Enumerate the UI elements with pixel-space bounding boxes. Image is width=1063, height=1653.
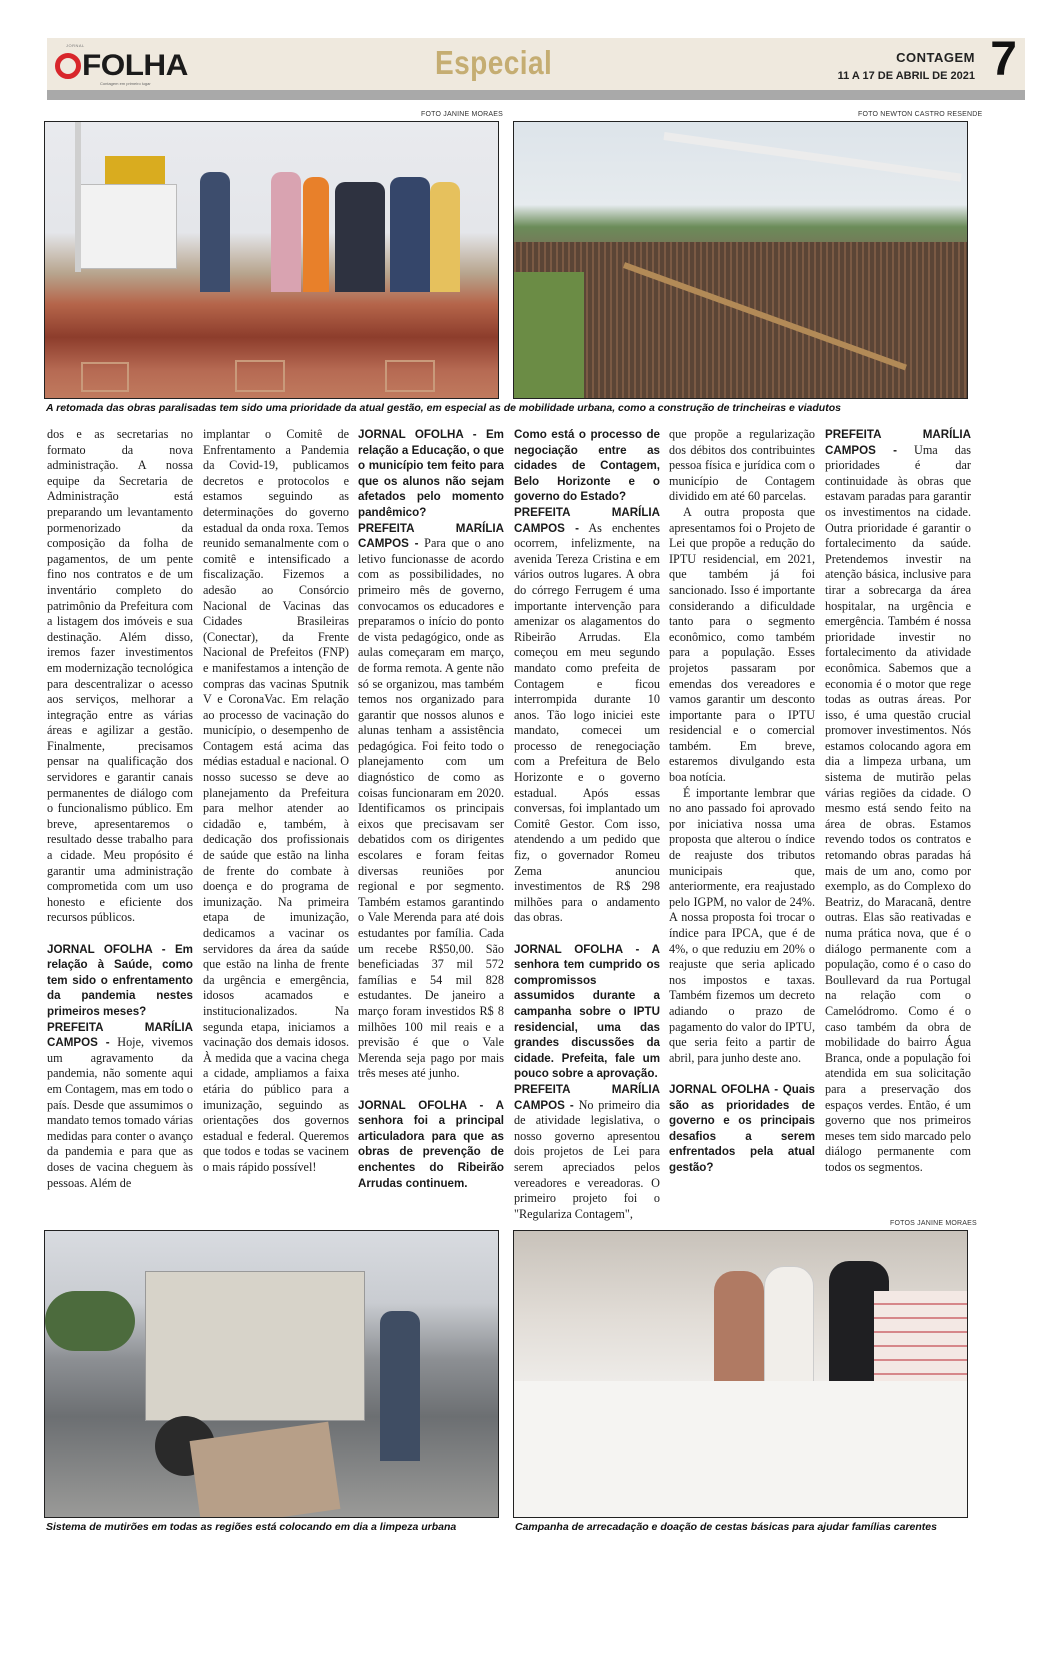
dump-truck-shape bbox=[145, 1271, 365, 1421]
photo-credit-bottom: FOTOS JANINE MORAES bbox=[890, 1220, 977, 1227]
photo-credit-top-right: FOTO NEWTON CASTRO RESENDE bbox=[858, 111, 983, 118]
interview-answer bbox=[514, 505, 660, 926]
vegetation-shape bbox=[514, 272, 584, 399]
article-column-2 bbox=[203, 427, 349, 1176]
interview-answer bbox=[514, 1082, 660, 1222]
page-number: 7 bbox=[990, 33, 1017, 86]
photo-caption-bottom-right: Campanha de arrecadação e doação de cestas básicas para ajudar famílias carentes bbox=[515, 1521, 937, 1533]
paragraph: dos e as secretarias no formato da nova administração. A nossa equipe da Secretaria de Administração está preparando um levantamento pormenorizado da composição da folha de pagamentos, de um pente fino nos contratos e de um inventário completo do patrimônio da Prefeitura com a listagem dos imóveis e sua destinação. Além disso, iremos fazer investimentos em modernização tecnológica para descentralizar o acesso aos serviços, melhorar a integração entre as várias áreas e agilizar a gestão. Finalmente, precisamos pensar na qualificação dos servidores e garantir canais permanentes de diálogo com o funcionalismo público. Em breve, apresentaremos o resultado desse trabalho para a cidade. Meu propósito é garantir uma administração comprometida com um uso honesto e eficiente dos recursos públicos. bbox=[47, 427, 193, 925]
interview-answer bbox=[358, 521, 504, 1082]
rebar-cage-shape bbox=[81, 362, 129, 392]
logo-wordmark: FOLHA bbox=[82, 49, 188, 82]
article-column-6 bbox=[825, 427, 971, 1176]
interview-answer bbox=[47, 1020, 193, 1192]
truck-shape bbox=[77, 184, 177, 269]
interview-question: JORNAL OFOLHA - Em relação a Educação, o que o município tem feito para que os alunos não sejam afetados pelo momento pandêmico? bbox=[358, 428, 504, 519]
interview-question: JORNAL OFOLHA - A senhora foi a principal articuladora para que as obras de prevenção de enchentes do Ribeirão Arrudas continuem. bbox=[358, 1098, 504, 1190]
answer-speaker: PREFEITA MARÍLIA CAMPOS - bbox=[825, 428, 971, 457]
interview-answer bbox=[825, 427, 971, 1176]
crane-shape bbox=[105, 156, 165, 184]
person-shape bbox=[390, 177, 430, 292]
section-title: Especial bbox=[435, 44, 553, 81]
interview-question: JORNAL OFOLHA - A senhora tem cumprido os compromissos assumidos durante a campanha sobre o IPTU residencial, uma das grandes discussões da cidade. Prefeita, fale um pouco sobre a aprovação. bbox=[514, 942, 660, 1081]
answer-text: Uma das prioridades é dar continuidade às obras que estavam paradas para garantir os investimentos na cidade. Outra prioridade é garantir o fortalecimento da saúde. Pretendemos investir na atenção básica, inclusive para tirar a sobrecarga da área hospitalar, na urgência e emergência. Também é nossa prioridade investir no fortalecimento da atividade econômica. Sabemos que a economia é o motor que rege todas as outras áreas. Por isso, é uma questão crucial promover investimentos. Nós estamos colocando agora em dia a limpeza urbana, um sistema de mutirão pelas várias regiões da cidade. O mesmo está sendo feito na área de obras. Estamos revendo todos os contratos e retomando obras paradas há mais de um ano, como por exemplo, as do Complexo do Beatriz, do Maracanã, dentre outras. Elas são reativadas e numa prática nova, que é o diálogo permanente com a população, como é o caso do Boullevard da rua Portugal na relação com o Camelódromo. Como é o caso também da obra de mobilidade do bairro Água Branca, onde a população foi atendida em sua solicitação para a preservação dos espaços verdes. Então, é um governo que nos primeiros meses tem sido marcado pelo diálogo permanente com todos os segmentos. bbox=[825, 442, 971, 1174]
answer-text: Hoje, vivemos um agravamento da pandemia, não somente aqui em Contagem, mas em todo o país. Desde que assumimos o mandato temos tomado várias medidas para conter o avanço da pandemia e para que as doses de vacina cheguem às pessoas. Além de bbox=[47, 1035, 194, 1190]
person-shape bbox=[335, 182, 385, 292]
answer-speaker: PREFEITA MARÍLIA CAMPOS - bbox=[358, 521, 504, 551]
newspaper-logo bbox=[52, 43, 192, 87]
edition-date: 11 A 17 DE ABRIL DE 2021 bbox=[837, 70, 975, 82]
concrete-pump-boom-shape bbox=[663, 132, 961, 182]
answer-speaker: PREFEITA MARÍLIA CAMPOS - bbox=[514, 505, 660, 535]
answer-text: As enchentes ocorrem, infelizmente, na avenida Tereza Cristina e em vários outros lugares. A obra do córrego Ferrugem é uma importante intervenção para amenizar os alagamentos do Ribeirão Arrudas. Ela começou em meu segundo mandato como prefeita de Contagem e ficou interrompida durante 10 anos. Tão logo iniciei este mandato, comecei um processo de renegociação com a Prefeitura de Belo Horizonte e o governo estadual. Após essas conversas, foi implantado um Comitê Gestor. Com isso, atendendo a um pedido que fiz, o governador Romeu Zema anunciou investimentos de R$ 298 milhões para o andamento das obras. bbox=[514, 520, 661, 925]
volunteer-shape bbox=[714, 1271, 764, 1391]
paragraph: É importante lembrar que no ano passado foi aprovado por iniciativa nossa uma proposta que alterou o índice de reajuste dos tributos municipais que, anteriormente, era reajustado pelo IGPM, no valor de 24%. A nossa proposta foi trocar o índice para IPCA, que é de 4%, o que reduziu em 20% o reajuste que seria aplicado nos impostos e taxas. Também fizemos um decreto adiando o prazo de pagamento do valor do IPTU, que seria feito a partir de abril, para junho deste ano. bbox=[669, 785, 815, 1065]
photo-caption-top: A retomada das obras paralisadas tem sido uma prioridade da atual gestão, em especial as de mobilidade urbana, como a construção de trincheiras e viadutos bbox=[46, 402, 841, 414]
worker-shape bbox=[380, 1311, 420, 1461]
photo-credit-top-left: FOTO JANINE MORAES bbox=[421, 111, 504, 118]
interview-question: Como está o processo de negociação entre as cidades de Contagem, Belo Horizonte e o governo do Estado? bbox=[514, 428, 660, 504]
masthead-divider-bar bbox=[47, 90, 1025, 100]
answer-speaker: PREFEITA MARÍLIA CAMPOS - bbox=[47, 1020, 193, 1050]
food-basket-bags-shape bbox=[514, 1381, 968, 1518]
volunteer-shape bbox=[764, 1266, 814, 1396]
answer-text: No primeiro dia de atividade legislativa, o nosso governo apresentou dois projetos de Lei para serem apreciados pelos vereadores e vereadoras. O primeiro projeto foi o "Regulariza Contagem", bbox=[514, 1097, 660, 1221]
article-column-1 bbox=[47, 427, 193, 1191]
article-column-3 bbox=[358, 427, 504, 1191]
logo-tagline: Contagem em primeiro lugar bbox=[100, 81, 151, 86]
edition-city: CONTAGEM bbox=[896, 50, 975, 65]
interview-question: JORNAL OFOLHA - Quais são as prioridades de governo e os principais desafios a serem enfrentados pela atual gestão? bbox=[669, 1082, 815, 1174]
photo-food-basket-donation bbox=[513, 1230, 968, 1518]
article-column-4 bbox=[514, 427, 660, 1222]
photo-urban-cleaning-truck bbox=[44, 1230, 499, 1518]
person-shape bbox=[271, 172, 301, 292]
rebar-cage-shape bbox=[385, 360, 435, 392]
logo-small-label: JORNAL bbox=[66, 43, 85, 48]
paragraph: que propõe a regularização dos débitos dos contribuintes pessoa física e jurídica com o município de Contagem dividido em até 60 parcelas. bbox=[669, 427, 815, 504]
person-shape bbox=[303, 177, 329, 292]
person-shape bbox=[200, 172, 230, 292]
answer-speaker: PREFEITA MARÍLIA CAMPOS - bbox=[514, 1082, 660, 1112]
tree-shape bbox=[45, 1291, 135, 1351]
article-column-5 bbox=[669, 427, 815, 1176]
photo-construction-site-visit bbox=[44, 121, 499, 399]
pole-shape bbox=[75, 122, 81, 272]
answer-text: Para que o ano letivo funcionasse de acordo com as possibilidades, no primeiro mês de governo, convocamos os educadores e preparamos o início do ponto de vista pedagógico, onde as aulas começaram em março, de forma remota. A gente não só se organizou, mas também temos nos organizado para garantir que nossos alunos e alunas tenham a assistência pedagógica. Foi feito todo o planejamento com um diagnóstico de como as coisas funcionaram em 2020. Identificamos os principais eixos que precisavam ser debatidos com os dirigentes escolares e foram feitas diversas reuniões por regional e por segmento. Também estamos garantindo o Vale Merenda para até dois estudantes por família. Cada um recebe R$50,00. São beneficiadas 37 mil 572 famílias e 54 mil 828 estudantes. De janeiro a março foram investidos R$ 8 milhões 100 mil reais e a previsão é que o Vale Merenda seja pago por mais três meses até junho. bbox=[358, 536, 504, 1081]
paragraph: A outra proposta que apresentamos foi o Projeto de Lei que propõe a redução do IPTU residencial, em 2021, que também já foi sancionado. Isso é importante considerando a dificuldade tanto para o segmento econômico, como também para a população. Esses projetos passaram por emendas dos vereadores e vamos garantir um desconto importante para o IPTU residencial e o comercial também. Em breve, estaremos divulgando esta boa notícia. bbox=[669, 504, 815, 785]
paragraph: implantar o Comitê de Enfrentamento a Pandemia da Covid-19, publicamos decretos e protocolos e estamos seguindo as determinações do governo estadual da onda roxa. Temos reunido semanalmente com o comitê e intensificado a fiscalização. Fizemos a adesão ao Consórcio Nacional de Vacinas das Cidades Brasileiras (Conectar), da Frente Nacional de Prefeitos (FNP) e manifestamos a intenção de compras das vacinas Sputnik V e CoronaVac. Em relação ao processo de vacinação do município, o desempenho de Contagem está acima das médias estadual e nacional. O nosso sucesso se deve ao planejamento da Prefeitura para melhor atender ao cidadão e, também, à dedicação dos profissionais de saúde que estão na linha de frente do combate à doença e do programa de imunização. Na primeira etapa de imunização, dedicamos a vacinar os servidores da área da saúde que estão na linha de frente da urgência e emergência, idosos acamados e institucionalizados. Na segunda etapa, iniciamos a vacinação dos demais idosos. À medida que a vacina chega a cidade, ampliamos a faixa etária do público para a imunização, seguindo as orientações dos governos estadual e federal. Queremos que todos e todas se vacinem o mais rápido possível! bbox=[203, 427, 349, 1174]
rebar-cage-shape bbox=[235, 360, 285, 392]
photo-caption-bottom-left: Sistema de mutirões em todas as regiões está colocando em dia a limpeza urbana bbox=[46, 1521, 457, 1533]
interview-question: JORNAL OFOLHA - Em relação à Saúde, como tem sido o enfrentamento da pandemia nestes primeiros meses? bbox=[47, 942, 193, 1018]
logo-ring-icon bbox=[55, 53, 81, 79]
photo-viaduct-construction bbox=[513, 121, 968, 399]
person-shape bbox=[430, 182, 460, 292]
